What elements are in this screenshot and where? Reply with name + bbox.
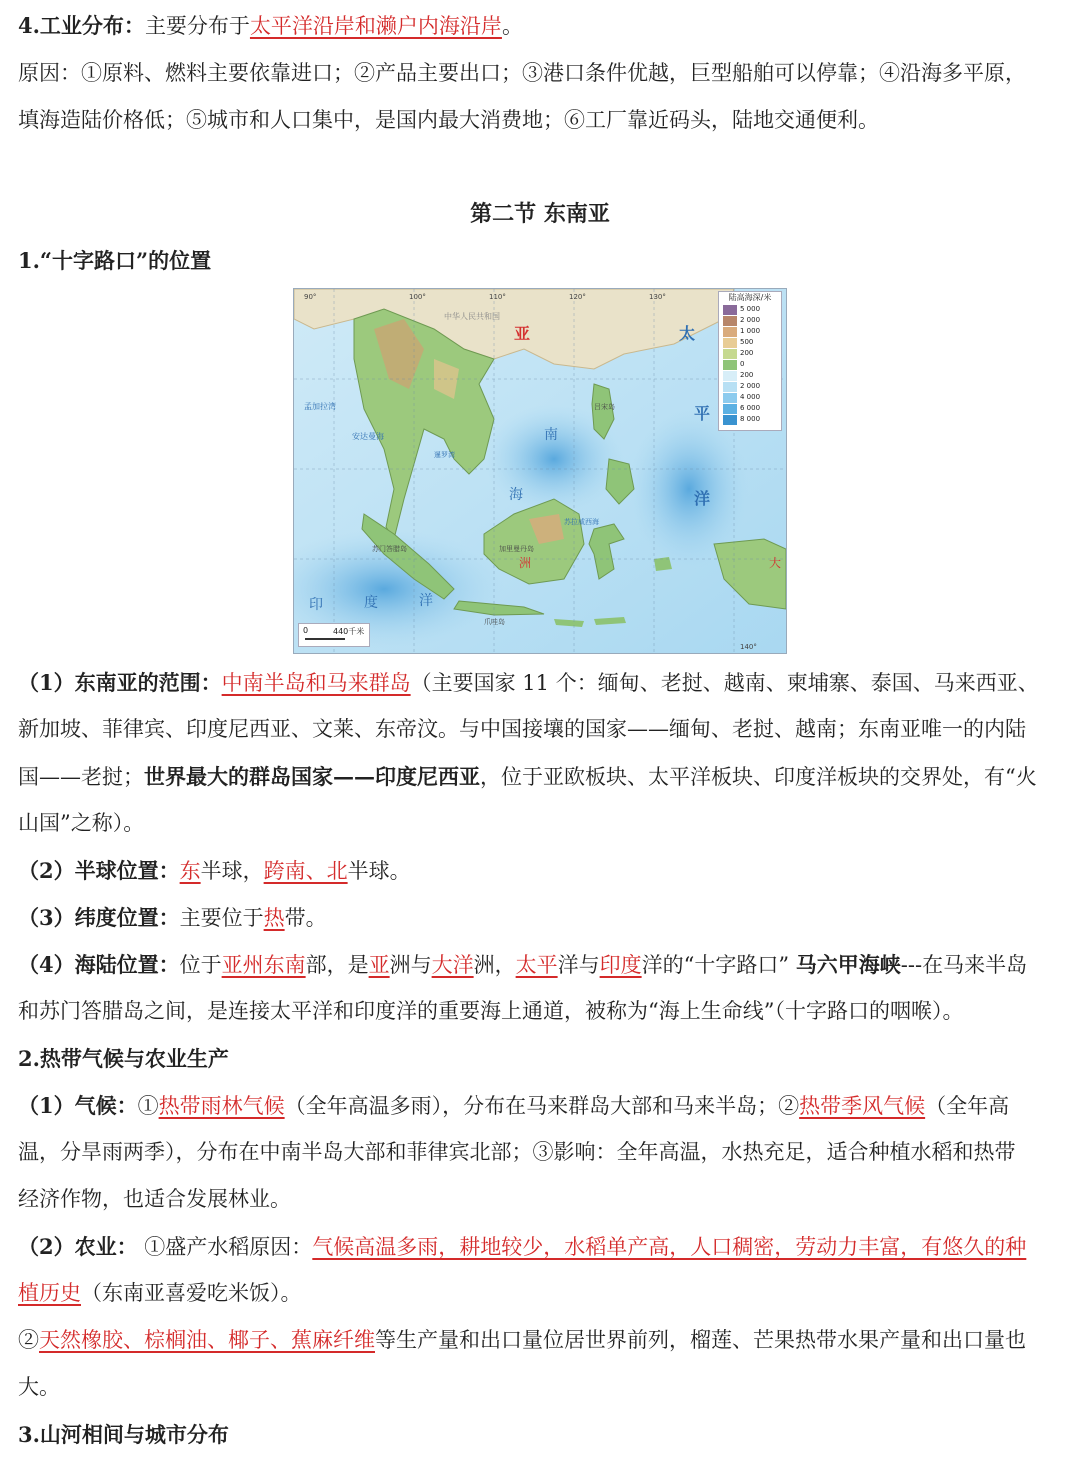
legend-row [719, 392, 781, 403]
legend-swatch [723, 349, 737, 359]
legend-swatch [723, 316, 737, 326]
label-gulf-of-siam: 暹罗湾 [434, 451, 455, 459]
sealand-t4: 洲， [473, 953, 516, 977]
legend-value: 2 000 [740, 316, 761, 324]
legend-swatch [723, 338, 737, 348]
legend-row [719, 381, 781, 392]
scope-text3b: ，位于亚欧板块、太平洋板块、印度洋板块的交界处，有“火 [480, 765, 1037, 789]
hemisphere-label: （2）半球位置： [18, 858, 180, 883]
legend-row [719, 370, 781, 381]
scope-text3a: 国——老挝； [18, 765, 144, 789]
agri-t1: ①盛产水稻原因： [137, 1235, 313, 1259]
section-title: 第二节 东南亚 [470, 201, 610, 227]
sealand-t1: 位于 [179, 953, 222, 977]
climate-t2: （全年高温多雨），分布在马来群岛大部和马来半岛；② [284, 1094, 800, 1118]
hemisphere-line [18, 847, 1068, 895]
legend-swatch [723, 393, 737, 403]
hemisphere-ns-answer: 跨南、北 [263, 859, 348, 883]
industry-paragraph [18, 2, 1068, 50]
legend-value: 5 000 [740, 305, 761, 313]
label-sumatra: 苏门答腊岛 [372, 545, 407, 553]
legend-row [719, 337, 781, 348]
legend-value: 0 [740, 360, 745, 368]
scale-line [305, 638, 345, 640]
scope-line3 [18, 753, 1068, 801]
legend-swatch [723, 327, 737, 337]
crossroads-heading: 1.“十字路口”的位置 [18, 248, 212, 273]
lon-110: 110° [489, 293, 506, 301]
scope-label: （1）东南亚的范围： [18, 670, 222, 695]
climate-label: （1）气候： [18, 1093, 138, 1118]
latitude-label: （3）纬度位置： [18, 905, 180, 930]
legend-row [719, 359, 781, 370]
agri-line2 [18, 1270, 1068, 1317]
label-du: 度 [364, 595, 378, 611]
sealand-line1 [18, 941, 1068, 989]
lon-100: 100° [409, 293, 426, 301]
label-celebes-sea: 苏拉威西海 [564, 518, 599, 526]
legend-value: 500 [740, 338, 754, 346]
lon-120: 120° [569, 293, 586, 301]
sealand-a1: 亚州东南 [221, 953, 306, 977]
label-java: 爪哇岛 [484, 618, 505, 626]
sealand-a5: 印度 [599, 953, 642, 977]
agri-label: （2）农业： [18, 1234, 138, 1259]
legend-title: 陆高海深/米 [728, 293, 772, 302]
label-ping: 平 [694, 404, 711, 423]
sealand-a3: 大洋 [431, 953, 474, 977]
agri-t4: 等生产量和出口量位居世界前列，榴莲、芒果热带水果产量和出口量也 [375, 1328, 1026, 1352]
legend-swatch [723, 371, 737, 381]
climate-heading: 2.热带气候与农业生产 [18, 1046, 229, 1071]
industry-reasons-line2: 填海造陆价格低；⑤城市和人口集中，是国内最大消费地；⑥工厂靠近码头，陆地交通便利。 [18, 108, 879, 132]
sealand-label: （4）海陆位置： [18, 952, 180, 977]
label-china: 中华人民共和国 [444, 312, 500, 321]
sealand-a2: 亚 [368, 953, 390, 977]
latitude-line [18, 894, 1068, 942]
legend-swatch [723, 404, 737, 414]
legend-row [719, 315, 781, 326]
scope-answer: 中南半岛和马来群岛 [221, 671, 411, 695]
industry-intro: 主要分布于 [144, 14, 250, 38]
legend-swatch [723, 305, 737, 315]
scope-line2: 新加坡、菲律宾、印度尼西亚、文莱、东帝汶。与中国接壤的国家——缅甸、老挝、越南；东南亚唯一的内陆 [18, 717, 1026, 741]
industry-heading: 4.工业分布： [18, 13, 145, 38]
agri-rice-reasons: 气候高温多雨，耕地较少，水稻单产高，人口稠密，劳动力丰富，有悠久的种 [312, 1235, 1027, 1259]
legend-value: 4 000 [740, 393, 761, 401]
label-yang: 洋 [694, 489, 711, 508]
sealand-line2: 和苏门答腊岛之间，是连接太平洋和印度洋的重要海上通道，被称为“海上生命线”（十字路口的咽喉）。 [18, 999, 964, 1023]
label-borneo: 加里曼丹岛 [499, 545, 534, 553]
legend-swatch [723, 360, 737, 370]
legend-rows [719, 304, 781, 425]
climate-t1: ① [137, 1094, 159, 1118]
scope-bold: 世界最大的群岛国家——印度尼西亚 [144, 764, 480, 789]
legend-value: 2 000 [740, 382, 761, 390]
industry-region-answer: 太平洋沿岸和濑户内海沿岸 [249, 14, 502, 38]
legend-value: 1 000 [740, 327, 761, 335]
legend-row [719, 304, 781, 315]
southeast-asia-map [293, 288, 787, 654]
label-zhou: 洲 [519, 556, 532, 570]
hemisphere-east-answer: 东 [179, 859, 201, 883]
hemisphere-end: 半球。 [347, 859, 411, 883]
scope-text1: （主要国家 11 个：缅甸、老挝、越南、柬埔寨、泰国、马来西亚、 [410, 671, 1039, 695]
lon-140: 140° [740, 643, 757, 651]
latitude-answer: 热 [263, 906, 285, 930]
sealand-t5: 洋与 [557, 953, 600, 977]
legend-value: 200 [740, 371, 754, 379]
elevation-legend [718, 291, 782, 431]
legend-swatch [723, 382, 737, 392]
scale-zero: 0 [303, 626, 309, 635]
scale-bar [298, 623, 370, 647]
agri-t2: （东南亚喜爱吃米饭）。 [81, 1281, 302, 1305]
strait-bold: 马六甲海峡 [795, 952, 901, 977]
climate-line3: 经济作物，也适合发展林业。 [18, 1187, 291, 1211]
industry-end: 。 [501, 14, 523, 38]
sealand-t3: 洲与 [389, 953, 432, 977]
industry-reasons-line1: 原因：①原料、燃料主要依靠进口；②产品主要出口；③港口条件优越，巨型船舶可以停靠；④沿海多平原， [18, 61, 1026, 85]
label-luzon: 吕宋岛 [594, 403, 615, 411]
mountains-heading: 3.山河相间与城市分布 [18, 1422, 229, 1447]
label-yin: 印 [309, 597, 323, 613]
legend-row [719, 326, 781, 337]
label-tai: 太 [679, 324, 696, 343]
lon-90: 90° [304, 293, 317, 301]
sealand-a4: 太平 [515, 953, 558, 977]
legend-value: 200 [740, 349, 754, 357]
legend-swatch [723, 415, 737, 425]
climate-t3: （全年高 [925, 1094, 1010, 1118]
agri-line4: 大。 [18, 1375, 60, 1399]
scope-line4: 山国”之称）。 [18, 811, 145, 835]
scope-line1 [18, 659, 1068, 707]
climate-monsoon-answer: 热带季风气候 [799, 1094, 926, 1118]
label-nan: 南 [544, 427, 558, 443]
label-da: 大 [769, 556, 782, 570]
climate-rainforest-answer: 热带雨林气候 [158, 1094, 285, 1118]
legend-value: 8 000 [740, 415, 761, 423]
lon-130: 130° [649, 293, 666, 301]
sealand-t6: 洋的“十字路口” [641, 953, 790, 977]
climate-line1 [18, 1082, 1068, 1130]
agri-line3 [18, 1317, 1068, 1364]
label-ya: 亚 [514, 324, 531, 343]
label-andaman-sea: 安达曼海 [352, 432, 384, 441]
legend-row [719, 414, 781, 425]
label-yang2: 洋 [419, 593, 433, 609]
label-bay-of-bengal: 孟加拉湾 [304, 402, 336, 411]
sealand-t2: 部，是 [305, 953, 369, 977]
map-graphic [294, 289, 786, 653]
agri-crops-answer: 天然橡胶、棕榈油、椰子、蕉麻纤维 [39, 1328, 375, 1352]
latitude-end: 带。 [284, 906, 327, 930]
sealand-t7: ---在马来半岛 [900, 953, 1028, 977]
agri-t3: ② [18, 1328, 39, 1352]
climate-line2: 温，分旱雨两季），分布在中南半岛大部和菲律宾北部；③影响：全年高温，水热充足，适合种植水稻和热带 [18, 1140, 1016, 1164]
legend-row [719, 348, 781, 359]
legend-value: 6 000 [740, 404, 761, 412]
agri-rice-reasons-cont: 植历史 [18, 1281, 81, 1305]
label-hai: 海 [509, 487, 523, 503]
latitude-text: 主要位于 [179, 906, 264, 930]
scale-label: 440千米 [333, 627, 365, 636]
hemisphere-mid: 半球， [200, 859, 264, 883]
legend-row [719, 403, 781, 414]
agri-line1 [18, 1223, 1068, 1271]
